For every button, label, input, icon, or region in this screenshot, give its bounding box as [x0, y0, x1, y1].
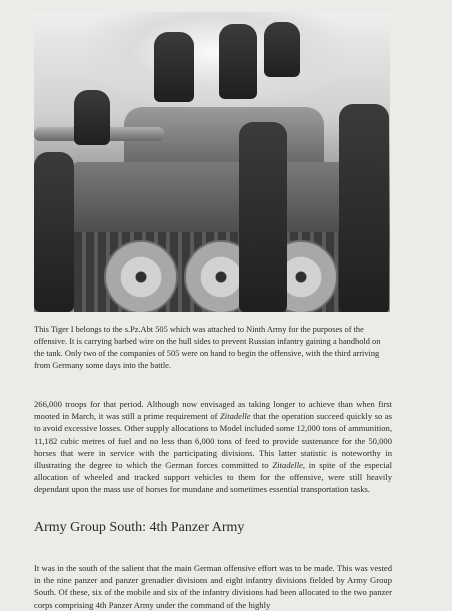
soldier-figure: [219, 24, 257, 99]
soldier-figure: [239, 122, 287, 312]
soldier-figure: [74, 90, 110, 145]
tank-hull: [74, 162, 374, 237]
body-paragraph: It was in the south of the salient that the main German offensive effort was to be made. This was vested in the nine panzer and panzer grenadier divisions and eight infantry divisions fielded by Army Group South. Of these, six of the mobile and six of the infantry divisions had been allocated to the two panzer corps comprising 4th Panzer Army under the command of the highly: [34, 563, 392, 610]
text-run: that the operation succeed quickly so as to avoid excessive losses. Other supply allocations to Model included some 12,000 tons of ammunition, 11,182 cubic metres of fuel and no less than 6,000 tons of feed to provide sustenance for the 50,000 horses that were in service with the participating divisions. This latter statistic is noteworthy in illustrating the degree to which the German forces committed to: [34, 411, 392, 471]
soldier-figure: [339, 104, 389, 312]
tank-photograph: [34, 12, 390, 312]
road-wheel: [104, 240, 178, 312]
section-heading: Army Group South: 4th Panzer Army: [34, 520, 245, 535]
soldier-figure: [154, 32, 194, 102]
text-run-italic: Zitadelle: [272, 460, 303, 471]
text-run-italic: Zitadelle: [220, 411, 251, 422]
photo-caption: This Tiger I belongs to the s.Pz.Abt 505 which was attached to Ninth Army for the purposes of the offensive. It is carrying barbed wire on the hull sides to prevent Russian infantry gaining a handhold on the tank. Only two of the companies of 505 were on hand to begin the offensive, with the third arriving from Germany some days into the battle.: [34, 325, 381, 370]
text-run: , in spite of the especial allocation of wheeled and tracked support vehicles to them for the offensive, were still heavily dependant upon the mass use of horses for mundane and sometimes essential transportation tasks.: [34, 460, 393, 495]
text-run: 266,000 troops for that period. Although now envisaged as taking longer to achieve than when first mooted in March, it was still a prime requirement of: [34, 399, 392, 422]
soldier-figure: [264, 22, 300, 77]
soldier-figure: [34, 152, 74, 312]
body-paragraph: [34, 398, 392, 496]
